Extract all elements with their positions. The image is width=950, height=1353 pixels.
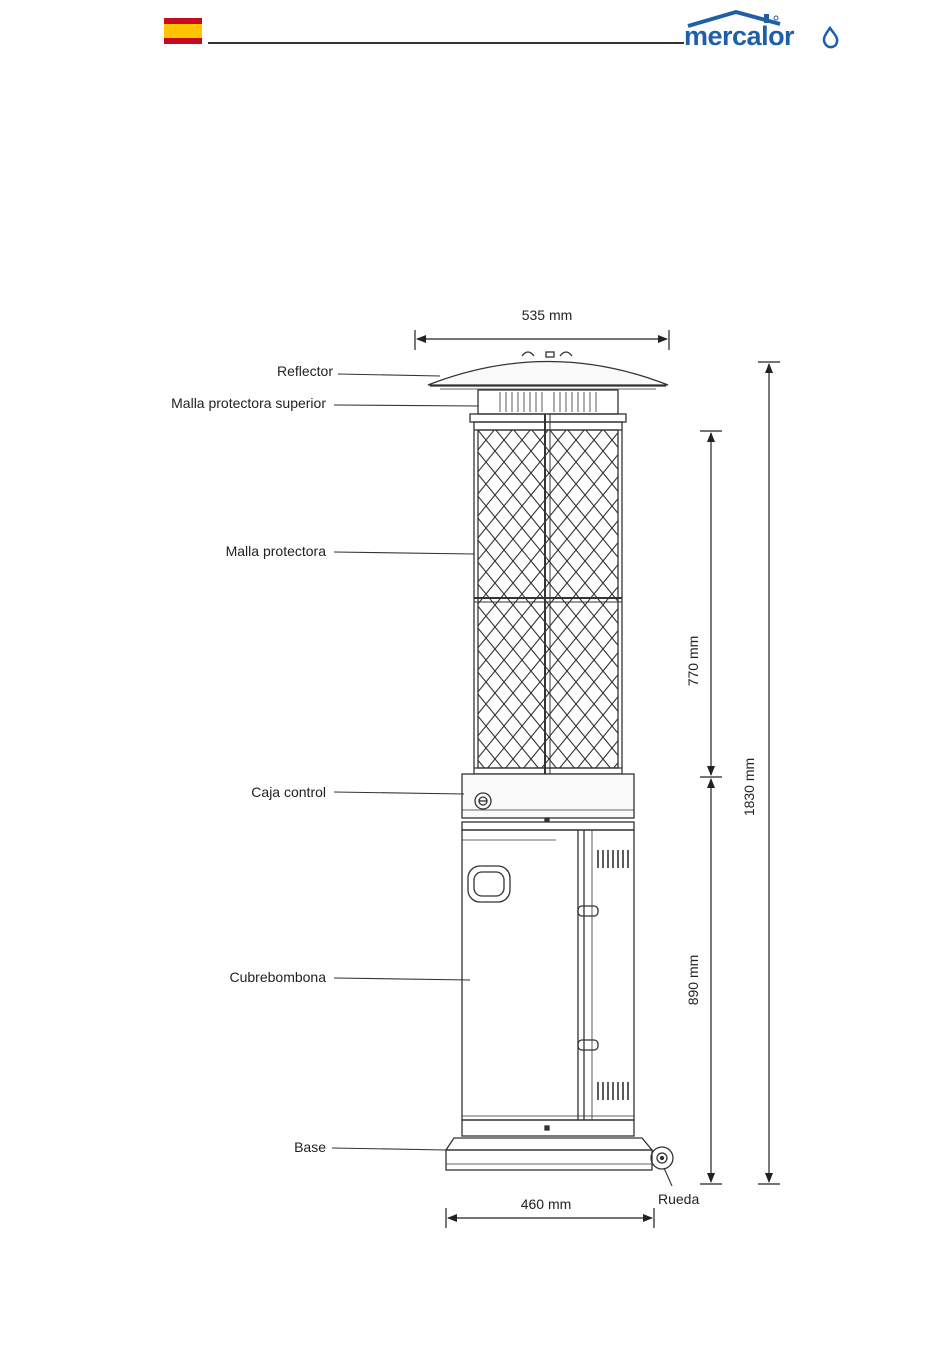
label-upper-mesh: Malla protectora superior <box>171 395 326 411</box>
dim-total-height: 1830 mm <box>741 757 757 817</box>
dim-cover-height: 890 mm <box>685 954 701 1006</box>
label-wheel: Rueda <box>658 1191 700 1207</box>
mesh-cylinder-shape <box>474 414 622 774</box>
dim-mesh-height: 770 mm <box>685 635 701 687</box>
label-control-box: Caja control <box>251 784 326 800</box>
upper-mesh-shape <box>470 390 626 422</box>
base-shape <box>446 1120 652 1170</box>
dim-base-width: 460 mm <box>520 1196 572 1212</box>
wheel-shape <box>651 1147 673 1169</box>
tank-cover-shape <box>462 822 634 1120</box>
label-mesh: Malla protectora <box>225 543 326 559</box>
logo-text: mercalor <box>684 21 795 51</box>
heater-drawing <box>428 352 673 1170</box>
reflector-shape <box>428 352 668 389</box>
control-box-shape <box>462 774 634 821</box>
label-reflector: Reflector <box>276 363 333 379</box>
dim-top-width: 535 mm <box>521 307 573 323</box>
label-base: Base <box>294 1139 326 1155</box>
label-tank-cover: Cubrebombona <box>229 969 326 985</box>
